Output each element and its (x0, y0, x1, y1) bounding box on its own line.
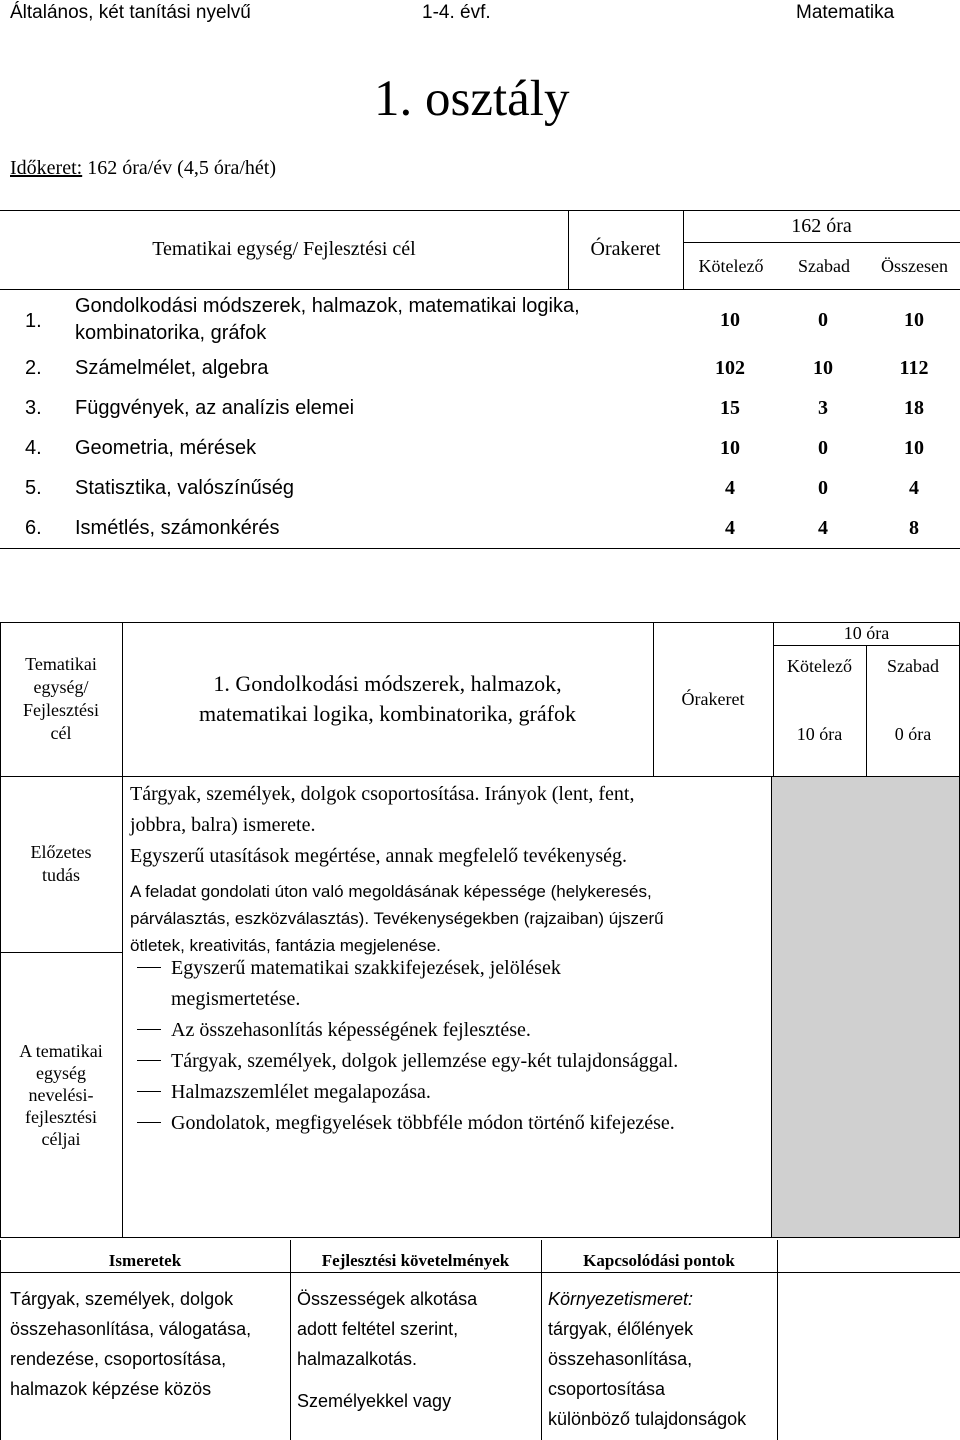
unit-title-line: 1. Gondolkodási módszerek, halmazok, (213, 671, 562, 696)
connection-line: csoportosítása (548, 1379, 666, 1399)
unit-mandatory-label: Kötelező (787, 655, 852, 676)
row-topic: Ismétlés, számonkérés (75, 517, 280, 539)
row-topic: Függvények, az analízis elemei (75, 397, 355, 419)
col-header-requirements: Fejlesztési követelmények (321, 1251, 510, 1270)
overview-col-hours: Órakeret (590, 238, 661, 260)
prior-line: jobbra, balra) ismerete. (130, 814, 316, 836)
table-row (0, 357, 960, 387)
connection-line: különböző tulajdonságok (548, 1409, 747, 1429)
header-subject: Matematika (796, 2, 895, 23)
timeframe-value: 162 óra/év (4,5 óra/hét) (82, 157, 277, 179)
goal-text: Halmazszemlélet megalapozása. (171, 1081, 431, 1103)
label-line: céljai (41, 1129, 81, 1149)
goal-text: Tárgyak, személyek, dolgok jellemzése egy-két tulajdonsággal. (171, 1050, 679, 1072)
row-topic: Geometria, mérések (75, 437, 257, 459)
col-header-connections: Kapcsolódási pontok (583, 1251, 735, 1270)
header-grades: 1-4. évf. (422, 2, 491, 23)
dash-bullet-icon (137, 1029, 161, 1030)
knowledge-line: Tárgyak, személyek, dolgok (10, 1289, 234, 1309)
table-row (0, 517, 960, 547)
row-topic: Statisztika, valószínűség (75, 477, 294, 499)
connection-subject: Környezetismeret: (548, 1289, 694, 1309)
table-row (0, 477, 960, 507)
overview-sub-free: Szabad (798, 255, 850, 276)
unit-left-label (0, 622, 122, 776)
prior-line: párválasztás, eszközválasztás). Tevékenységekben (rajzaiban) újszerű (130, 909, 664, 928)
goal-text: Gondolatok, megfigyelések többféle módon történő kifejezése. (171, 1112, 675, 1134)
row-number: 1. (25, 310, 42, 332)
col-header-knowledge: Ismeretek (108, 1251, 182, 1270)
row-number: 5. (25, 477, 42, 499)
label-line: A tematikai (19, 1041, 103, 1061)
row-free: 10 (813, 357, 833, 379)
requirement-line: Összességek alkotása (297, 1289, 478, 1309)
prior-line: Egyszerű utasítások megértése, annak megfelelő tevékenység. (130, 845, 628, 867)
row-total: 10 (904, 437, 924, 459)
row-total: 10 (904, 309, 924, 331)
requirement-line: adott feltétel szerint, (297, 1319, 459, 1339)
goal-text: Egyszerű matematikai szakkifejezések, jelölések (171, 957, 561, 979)
unit-mandatory-value: 10 óra (796, 723, 843, 744)
list-item (137, 1077, 767, 1108)
label-line: fejlesztési (25, 1107, 97, 1127)
prior-knowledge-label (0, 776, 122, 952)
dash-bullet-icon (137, 1122, 161, 1123)
goals-label (0, 1030, 122, 1160)
table-row (0, 291, 960, 351)
shaded-cell (772, 777, 959, 1237)
row-topic-cont: kombinatorika, gráfok (75, 322, 267, 344)
overview-col-topic: Tematikai egység/ Fejlesztési cél (152, 238, 416, 260)
knowledge-line: összehasonlítása, válogatása, (10, 1319, 252, 1339)
knowledge-column (10, 1284, 285, 1404)
row-mandatory: 10 (720, 437, 740, 459)
overview-total-hours: 162 óra (791, 214, 852, 237)
row-free: 0 (818, 437, 828, 459)
label-line: Tematikai (25, 654, 97, 674)
prior-line: Tárgyak, személyek, dolgok csoportosítása. Irányok (lent, fent, (130, 783, 635, 805)
row-total: 112 (899, 357, 929, 379)
timeframe (10, 157, 276, 180)
grade-title: 1. osztály (374, 71, 570, 127)
list-item (137, 953, 767, 1015)
row-free: 3 (818, 397, 828, 419)
row-free: 0 (818, 477, 828, 499)
row-mandatory: 10 (720, 309, 740, 331)
requirement-line: halmazalkotás. (297, 1349, 418, 1369)
table-row (0, 437, 960, 467)
label-line: egység (36, 1063, 86, 1083)
row-number: 6. (25, 517, 42, 539)
row-mandatory: 15 (720, 397, 740, 419)
row-mandatory: 4 (725, 517, 735, 539)
dash-bullet-icon (137, 967, 161, 968)
label-line: nevelési- (28, 1085, 94, 1105)
label-line: tudás (42, 865, 80, 885)
label-line: Fejlesztési (23, 700, 99, 720)
row-mandatory: 102 (715, 357, 745, 379)
header-school-type: Általános, két tanítási nyelvű (10, 2, 251, 23)
row-number: 4. (25, 437, 42, 459)
connection-line: tárgyak, élőlények (548, 1319, 694, 1339)
label-line: cél (50, 723, 72, 743)
list-item (137, 1108, 767, 1139)
prior-line: A feladat gondolati úton való megoldásának képessége (helykeresés, (130, 882, 652, 901)
requirement-line: Személyekkel vagy (297, 1391, 452, 1411)
prior-knowledge-content (130, 779, 770, 959)
knowledge-line: rendezése, csoportosítása, (10, 1349, 227, 1369)
goals-list (137, 953, 767, 1139)
requirements-column (297, 1284, 537, 1416)
prior-line: ötletek, kreativitás, fantázia megjelenése. (130, 936, 441, 955)
dash-bullet-icon (137, 1060, 161, 1061)
dash-bullet-icon (137, 1091, 161, 1092)
overview-sub-total: Összesen (881, 255, 948, 276)
unit-hours-label: Órakeret (681, 688, 745, 709)
row-total: 8 (909, 517, 919, 539)
unit-title (122, 622, 653, 776)
timeframe-label: Időkeret: (10, 157, 83, 179)
row-total: 18 (904, 397, 924, 419)
label-line: egység/ (33, 677, 89, 697)
unit-hours-total: 10 óra (843, 623, 890, 643)
list-item (137, 1015, 767, 1046)
unit-title-line: matematikai logika, kombinatorika, gráfok (199, 701, 576, 726)
row-number: 3. (25, 397, 42, 419)
row-number: 2. (25, 357, 42, 379)
connections-column (548, 1284, 776, 1434)
unit-free-label: Szabad (887, 655, 939, 676)
goal-text: Az összehasonlítás képességének fejlesztése. (171, 1019, 531, 1041)
connection-line: összehasonlítása, (548, 1349, 693, 1369)
goal-text: megismertetése. (171, 988, 301, 1010)
row-total: 4 (909, 477, 919, 499)
row-mandatory: 4 (725, 477, 735, 499)
label-line: Előzetes (30, 842, 92, 862)
row-topic: Számelmélet, algebra (75, 357, 269, 379)
row-free: 0 (818, 309, 828, 331)
row-topic: Gondolkodási módszerek, halmazok, matematikai logika, (75, 295, 580, 317)
table-row (0, 397, 960, 427)
list-item (137, 1046, 767, 1077)
overview-sub-mandatory: Kötelező (698, 255, 764, 276)
knowledge-line: halmazok képzése közös (10, 1379, 212, 1399)
unit-free-value: 0 óra (894, 723, 932, 744)
row-free: 4 (818, 517, 828, 539)
